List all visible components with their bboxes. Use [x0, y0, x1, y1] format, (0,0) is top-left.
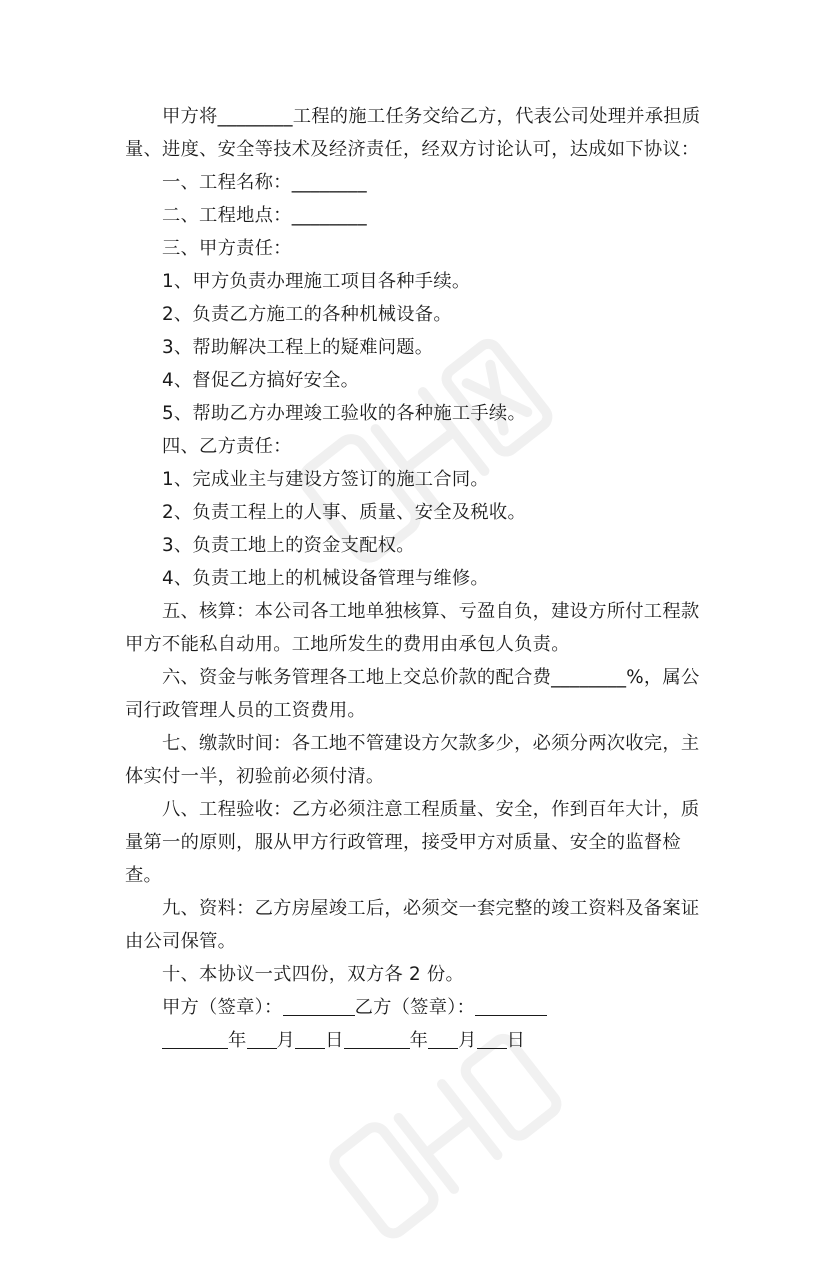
party-a-month-label: 月 — [276, 1030, 296, 1051]
intro-paragraph: 甲方将________工程的施工任务交给乙方，代表公司处理并承担质量、进度、安全等技术及经济责任，经双方讨论认可，达成如下协议： — [125, 106, 701, 160]
party-b-month-label: 月 — [458, 1030, 477, 1051]
signature-row — [125, 991, 709, 1024]
party-a-duty-3: 3、帮助解决工程上的疑难问题。 — [162, 337, 434, 358]
copies-clause: 十、本协议一式四份，双方各 2 份。 — [162, 964, 464, 985]
fund-management-clause: 六、资金与帐务管理各工地上交总价款的配合费________%，属公司行政管理人员的工资费用。 — [125, 667, 700, 721]
document-body — [125, 100, 709, 1057]
payment-time-clause: 七、缴款时间：各工地不管建设方欠款多少，必须分两次收完，主体实付一半，初验前必须付清。 — [125, 733, 700, 787]
party-b-year-blank[interactable] — [344, 1028, 410, 1049]
party-b-duties-heading: 四、乙方责任： — [162, 436, 292, 457]
acceptance-clause: 八、工程验收：乙方必须注意工程质量、安全，作到百年大计，质量第一的原则，服从甲方行政管理，接受甲方对质量、安全的监督检查。 — [125, 799, 700, 886]
party-b-month-blank[interactable] — [428, 1028, 458, 1049]
accounting-clause: 五、核算：本公司各工地单独核算、亏盈自负，建设方所付工程款甲方不能私自动用。工地所发生的费用由承包人负责。 — [125, 601, 700, 655]
party-b-signature-blank[interactable] — [475, 995, 547, 1016]
party-b-year-label: 年 — [409, 1030, 429, 1051]
party-b-duty-2: 2、负责工程上的人事、质量、安全及税收。 — [162, 502, 526, 523]
party-a-year-blank[interactable] — [162, 1028, 228, 1049]
project-name-line: 一、工程名称：________ — [162, 172, 367, 193]
party-a-month-blank[interactable] — [247, 1028, 277, 1049]
party-b-day-label: 日 — [506, 1030, 526, 1051]
project-location-line: 二、工程地点：________ — [162, 205, 367, 226]
party-a-duty-4: 4、督促乙方搞好安全。 — [162, 370, 360, 391]
party-b-day-blank[interactable] — [477, 1028, 507, 1049]
party-a-duty-1: 1、甲方负责办理施工项目各种手续。 — [162, 271, 471, 292]
party-a-duty-5: 5、帮助乙方办理竣工验收的各种施工手续。 — [162, 403, 526, 424]
party-a-day-blank[interactable] — [295, 1028, 325, 1049]
party-b-signature-label: 乙方（签章）： — [354, 997, 476, 1018]
date-row — [125, 1024, 709, 1057]
party-a-year-label: 年 — [228, 1030, 247, 1051]
party-a-duties-heading: 三、甲方责任： — [162, 238, 292, 259]
party-b-duty-3: 3、负责工地上的资金支配权。 — [162, 535, 415, 556]
documents-clause: 九、资料：乙方房屋竣工后，必须交一套完整的竣工资料及备案证由公司保管。 — [125, 898, 700, 952]
party-b-duty-1: 1、完成业主与建设方签订的施工合同。 — [162, 469, 489, 490]
party-a-day-label: 日 — [325, 1030, 344, 1051]
party-a-signature-blank[interactable] — [283, 995, 355, 1016]
party-a-signature-label: 甲方（签章）： — [162, 997, 283, 1018]
party-b-duty-4: 4、负责工地上的机械设备管理与维修。 — [162, 568, 489, 589]
party-a-duty-2: 2、负责乙方施工的各种机械设备。 — [162, 304, 452, 325]
